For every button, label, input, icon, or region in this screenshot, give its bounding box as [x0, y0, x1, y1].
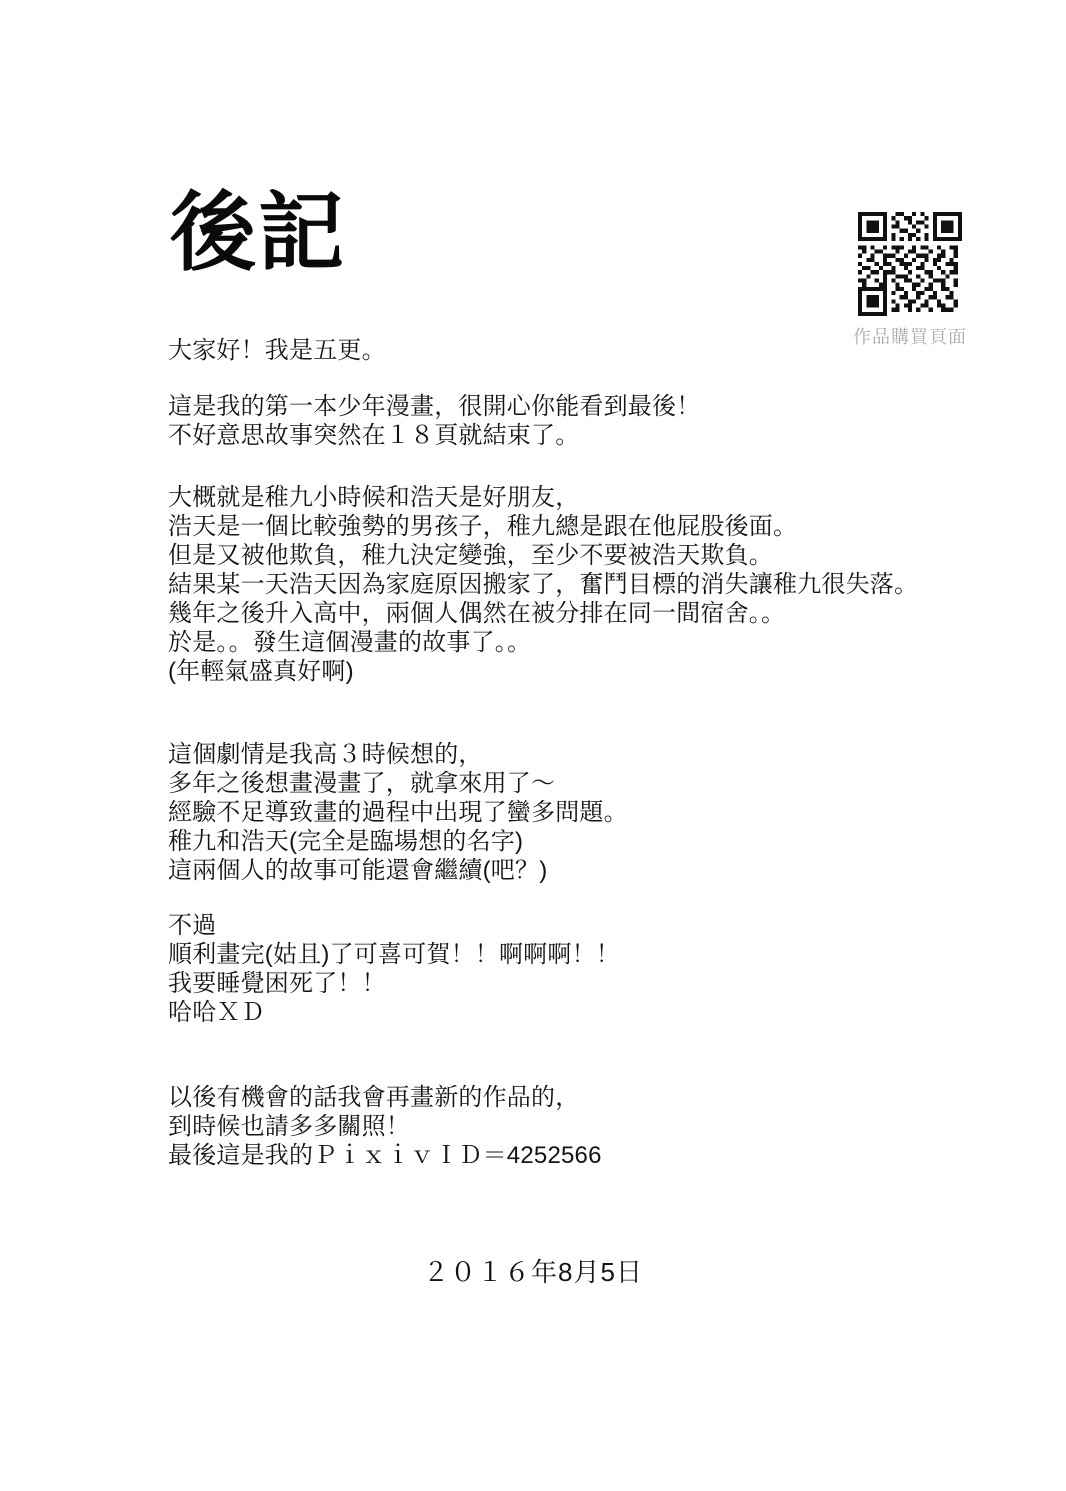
text-line: 到時候也請多多關照！	[168, 1113, 410, 1140]
text-line: 這兩個人的故事可能還會繼續(吧？)	[168, 857, 548, 884]
text-line: 哈哈ＸＤ	[168, 999, 265, 1026]
paragraph-greeting	[168, 336, 1006, 365]
text-line: 順利畫完(姑且)了可喜可賀！！啊啊啊！！	[168, 941, 620, 968]
paragraph-celebration	[168, 911, 1006, 1027]
text-line: 大家好！我是五更。	[168, 337, 386, 364]
text-line: 結果某一天浩天因為家庭原因搬家了，奮鬥目標的消失讓稚九很失落。	[168, 571, 919, 598]
text-line: 以後有機會的話我會再畫新的作品的，	[168, 1084, 580, 1111]
text-line: 但是又被他欺負，稚九決定變強，至少不要被浩天欺負。	[168, 542, 773, 569]
paragraph-farewell	[168, 1083, 1006, 1170]
text-line: 這個劇情是我高３時候想的，	[168, 741, 483, 768]
text-line: 於是。。發生這個漫畫的故事了。。	[168, 629, 532, 656]
text-line: 稚九和浩天(完全是臨場想的名字)	[168, 828, 524, 855]
text-line: 最後這是我的ＰｉｘｉｖＩＤ＝4252566	[168, 1142, 602, 1169]
paragraph-background	[168, 740, 1006, 885]
text-line: 多年之後想畫漫畫了，就拿來用了～	[168, 770, 556, 797]
qr-caption: 作品購買頁面	[853, 327, 967, 347]
page-title: 後記	[170, 185, 346, 281]
paragraph-story-summary	[168, 483, 1006, 686]
text-line: 大概就是稚九小時候和浩天是好朋友，	[168, 484, 580, 511]
qr-code-icon	[858, 212, 962, 316]
text-line: (年輕氣盛真好啊)	[168, 658, 354, 685]
text-line: 經驗不足導致畫的過程中出現了蠻多問題。	[168, 799, 628, 826]
text-line: 不過	[168, 912, 217, 939]
date-line: ２０１６年8月5日	[423, 1257, 643, 1287]
qr-block	[850, 212, 970, 349]
text-line: 不好意思故事突然在１８頁就結束了。	[168, 422, 580, 449]
text-line: 這是我的第一本少年漫畫，很開心你能看到最後！	[168, 393, 701, 420]
text-line: 幾年之後升入高中，兩個人偶然在被分排在同一間宿舍。。	[168, 600, 786, 627]
paragraph-intro	[168, 392, 1006, 450]
text-line: 浩天是一個比較強勢的男孩子，稚九總是跟在他屁股後面。	[168, 513, 798, 540]
text-line: 我要睡覺困死了！！	[168, 970, 386, 997]
